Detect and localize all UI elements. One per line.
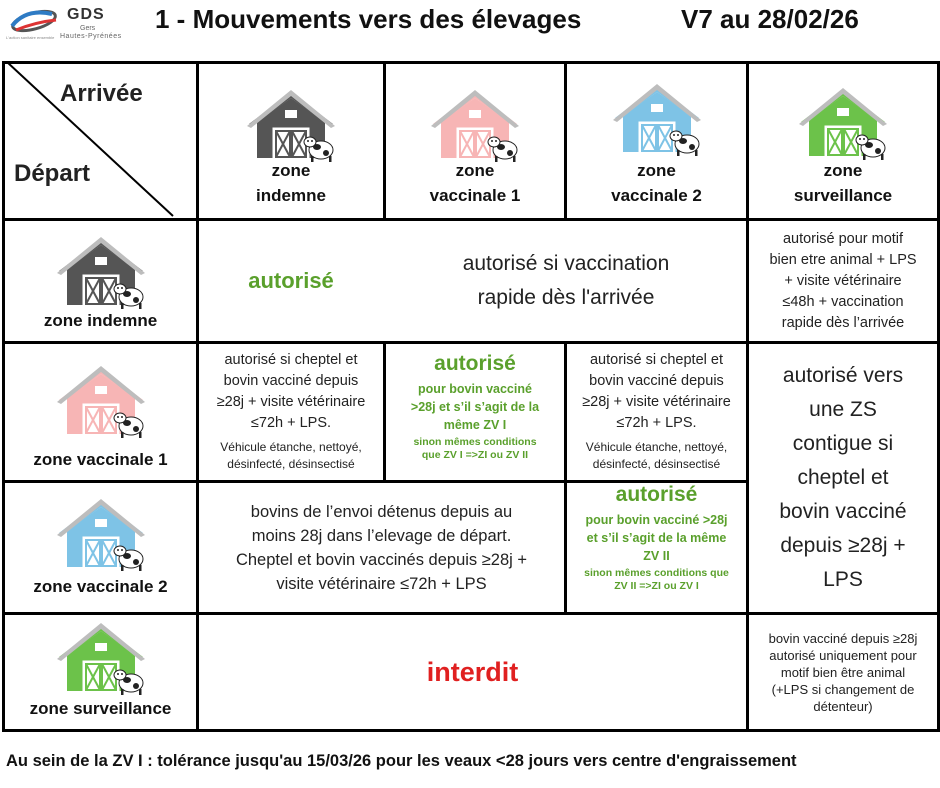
cell-vaccinale1-to-indemne: autorisé si cheptel et bovin vacciné depuis ≥28j + visite vétérinaire ≤72h + LPS. Véhicule étanche, nettoyé, désinfecté, désinsectisé [216, 352, 366, 471]
cell-vaccinale1-to-vaccinale1: autorisé pour bovin vacciné >28j et s’il s’agit de la même ZV I sinon mêmes conditions que ZV I =>ZI ou ZV II [410, 352, 540, 461]
cell-vaccinale2-to-vaccinale2: autorisé pour bovin vacciné >28j et s’il s’agit de la même ZV II sinon mêmes conditions que ZV II =>ZI ou ZV I [584, 483, 729, 592]
logo-sub1: Gers [80, 25, 96, 32]
row-header-vaccinale-2 [5, 483, 196, 612]
logo-tagline: L'action sanitaire ensemble [6, 35, 55, 40]
footer-note: Au sein de la ZV I : tolérance jusqu'au 15/03/26 pour les veaux <28 jours vers centre d'engraissement [6, 752, 797, 770]
col-header-indemne [199, 64, 383, 218]
row-header-vaccinale-1 [5, 344, 196, 480]
page-title: 1 - Mouvements vers des élevages [155, 4, 582, 34]
row-header-label: zone surveillance [29, 699, 172, 718]
cell-vaccinale1-to-vaccinale2: autorisé si cheptel et bovin vacciné depuis ≥28j + visite vétérinaire ≤72h + LPS. Véhicule étanche, nettoyé, désinfecté, désinsectisé [582, 352, 731, 471]
row-header-indemne [5, 221, 196, 341]
cell-vaccinale-to-surveillance: autorisé vers une ZS contigue si cheptel et bovin vacciné depuis ≥28j + LPS [779, 364, 907, 591]
col-header-vaccinale-1 [386, 64, 564, 218]
col-header-label: zone surveillance [793, 161, 893, 205]
barn-icon [427, 84, 523, 164]
col-header-vaccinale-2 [567, 64, 746, 218]
col-header-surveillance [749, 64, 937, 218]
row-header-surveillance [5, 615, 196, 729]
logo-sub2: Hautes-Pyrénées [60, 33, 122, 40]
row-header-label: zone indemne [43, 311, 158, 330]
grid-line [2, 729, 940, 732]
arrival-label: Arrivée [60, 80, 143, 107]
barn-icon [53, 360, 149, 440]
version-label: V7 au 28/02/26 [681, 4, 859, 34]
logo-text: GDS [67, 6, 105, 23]
cell-indemne-to-vaccinale: autorisé si vaccination rapide dès l'arrivée [462, 252, 670, 309]
barn-icon [53, 617, 149, 697]
barn-icon [53, 231, 149, 311]
row-header-label: zone vaccinale 1 [33, 450, 168, 469]
col-header-label: zone indemne [256, 161, 326, 205]
cell-surveillance-forbidden: interdit [426, 656, 519, 687]
barn-icon [243, 84, 339, 164]
departure-label: Départ [14, 160, 91, 187]
barn-icon [795, 82, 891, 162]
barn-icon [609, 78, 705, 158]
cell-indemne-to-surveillance: autorisé pour motif bien etre animal + LPS + visite vétérinaire ≤48h + vaccination rapide dès l’arrivée [769, 230, 917, 331]
row-header-label: zone vaccinale 2 [33, 577, 168, 596]
cell-surveillance-to-surveillance: bovin vacciné depuis ≥28j autorisé uniquement pour motif bien être animal (+LPS si changement de détenteur) [768, 630, 918, 714]
cell-indemne-to-indemne: autorisé [248, 268, 334, 293]
barn-icon [53, 493, 149, 573]
col-header-label: zone vaccinale 2 [611, 161, 702, 205]
col-header-label: zone vaccinale 1 [429, 161, 521, 205]
cell-vaccinale2-to-indemne-vaccinale1: bovins de l’envoi détenus depuis au moins 28j dans l’elevage de départ. Cheptel et bovin vaccinés depuis ≥28j + visite vétérinaire ≤72h + LPS [235, 502, 528, 593]
